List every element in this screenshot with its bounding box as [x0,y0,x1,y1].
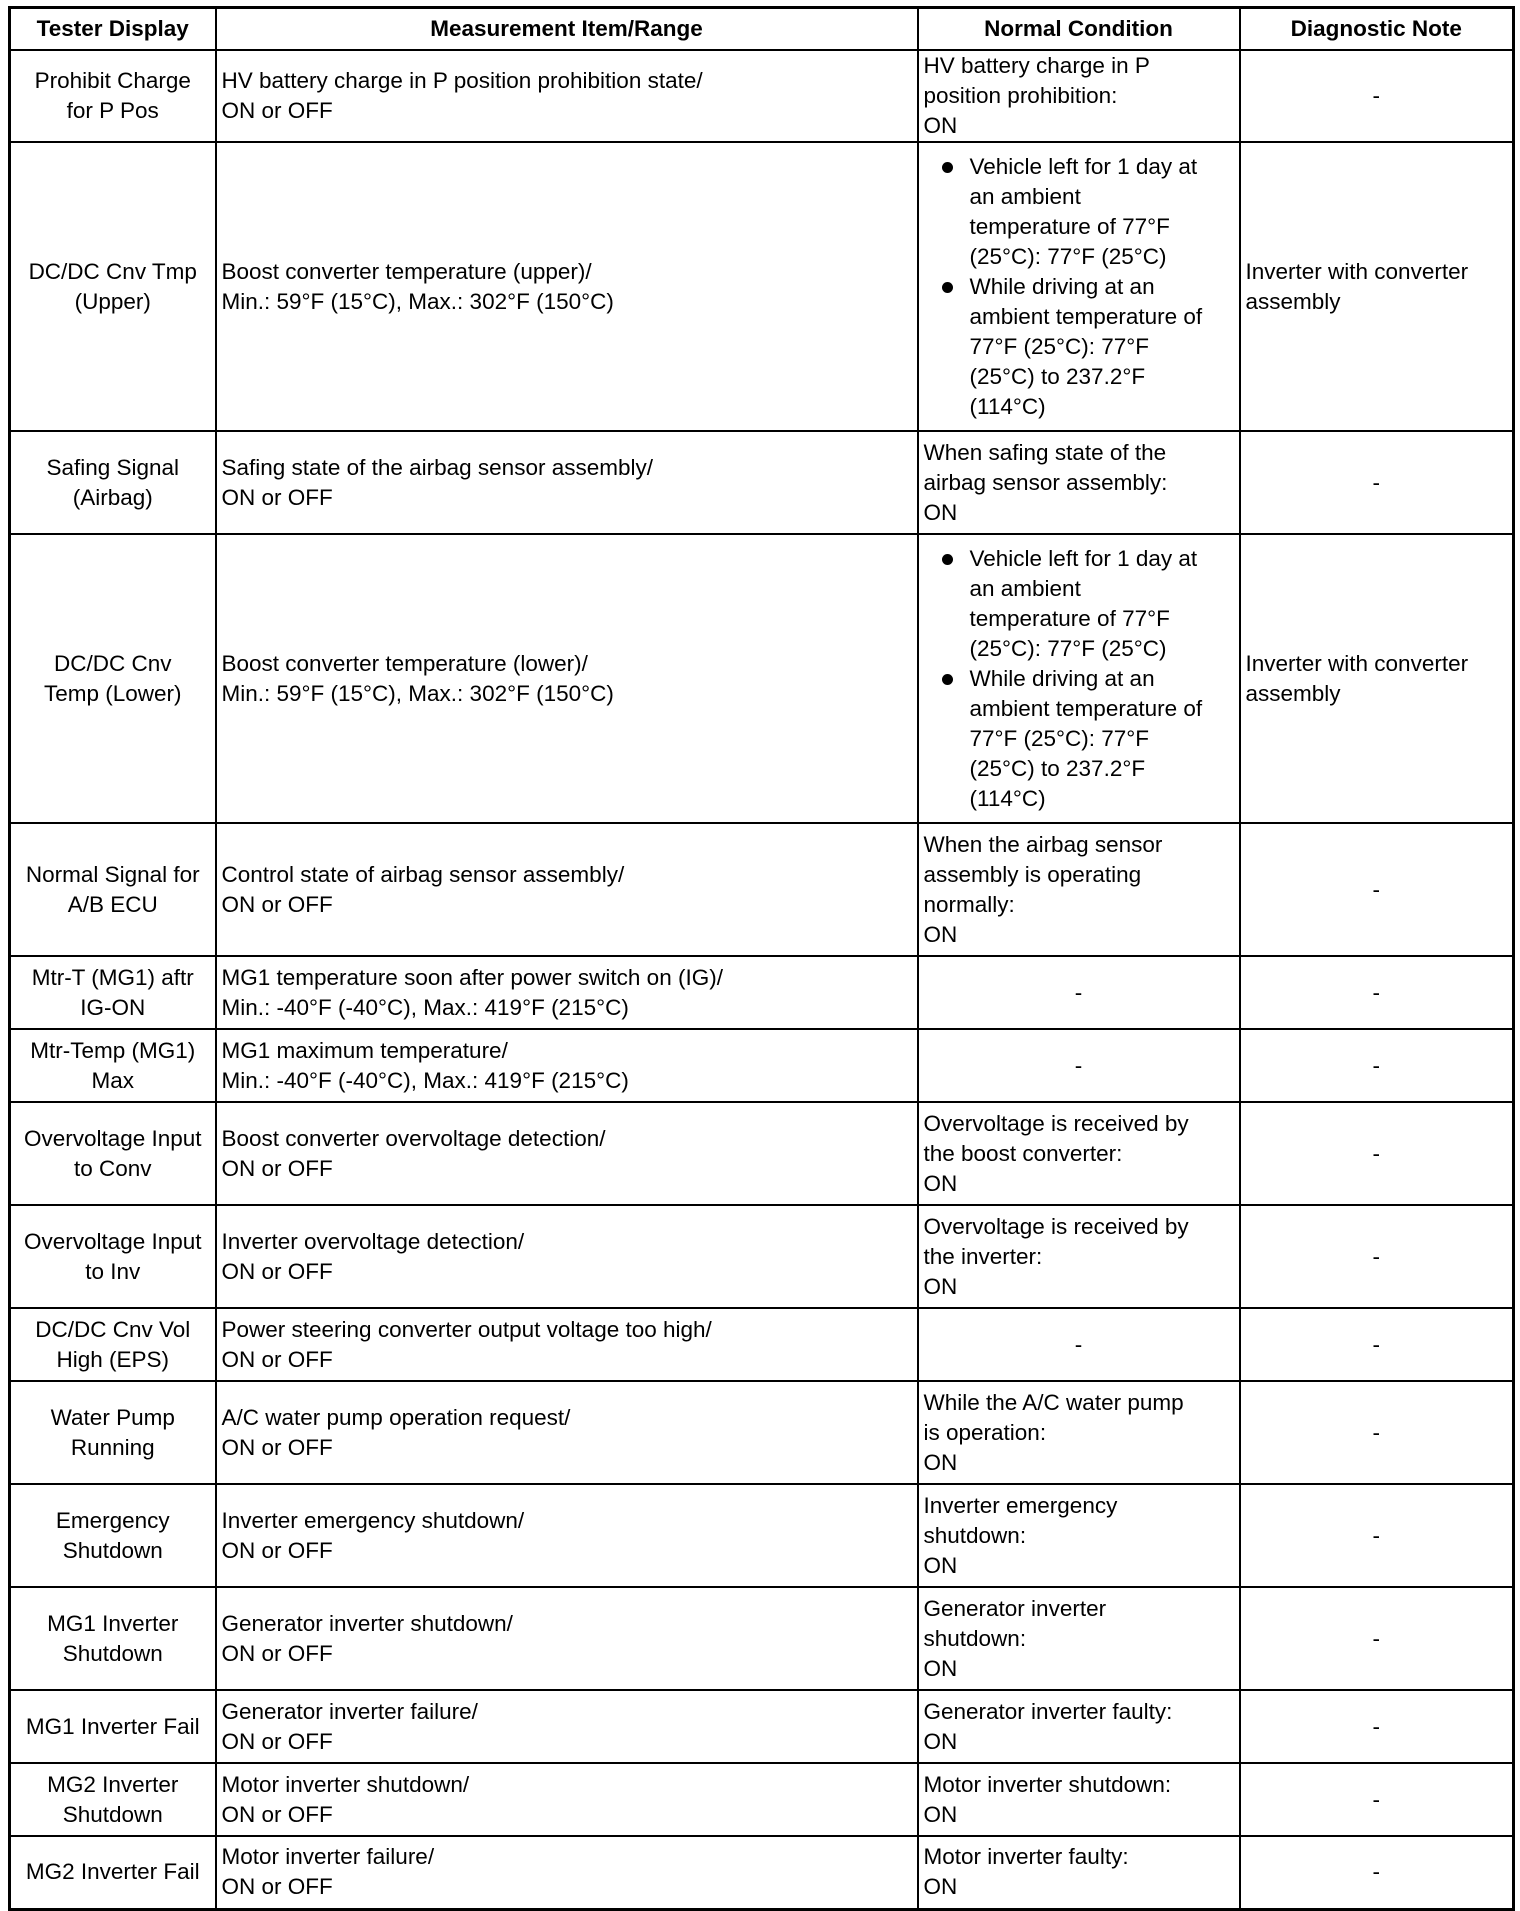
measurement-line: Safing state of the airbag sensor assembly/ [221,454,653,480]
measurement-line: ON or OFF [221,1537,333,1563]
tester-display-line: MG2 Inverter [47,1771,179,1797]
diagnostic-note-line: - [1372,83,1380,108]
tester-display-line: Prohibit Charge [34,68,191,93]
measurement-line: Generator inverter shutdown/ [221,1610,513,1636]
diagnostic-note-cell [1240,1029,1514,1102]
tester-display-line: Mtr-T (MG1) aftr [31,964,194,990]
measurement-cell [216,1308,918,1381]
tester-display-cell [10,431,216,534]
table-body [10,50,1514,1909]
diagnostic-note-cell [1240,956,1514,1029]
measurement-cell [216,823,918,956]
condition-line: When safing state of the [923,439,1167,465]
condition-line: ON [923,1801,958,1827]
diagnostic-note-cell [1240,50,1514,142]
tester-display-cell [10,1836,216,1909]
diagnostic-note-line: - [1372,469,1380,495]
normal-condition-cell [918,823,1240,956]
tester-display-line: Mtr-Temp (MG1) [30,1037,196,1063]
data-list-table [8,6,1515,1911]
condition-line: While the A/C water pump [923,1389,1184,1415]
measurement-line: Motor inverter shutdown/ [221,1771,470,1797]
measurement-line: ON or OFF [221,1874,333,1900]
condition-bullet-item [924,152,1234,272]
condition-bullet-item [924,544,1234,664]
condition-line: ambient temperature of [969,695,1203,721]
condition-line: is operation: [923,1419,1047,1445]
measurement-cell [216,50,918,142]
condition-line: Generator inverter [923,1595,1107,1621]
tester-display-line: Safing Signal [46,454,180,480]
normal-condition-cell [918,1690,1240,1763]
tester-display-cell [10,1587,216,1690]
diagnostic-note-cell [1240,142,1514,431]
condition-line: airbag sensor assembly: [923,469,1168,495]
diagnostic-note-line: - [1372,1419,1380,1445]
condition-line: shutdown: [923,1522,1027,1548]
tester-display-cell [10,1763,216,1836]
condition-line: While driving at an [969,273,1155,299]
condition-line: temperature of 77°F [969,213,1170,239]
tester-display-line: MG1 Inverter Fail [25,1713,200,1739]
table-row [10,1836,1514,1909]
diagnostic-note-line: assembly [1245,680,1341,706]
normal-condition-cell [918,1205,1240,1308]
tester-display-cell [10,50,216,142]
diagnostic-note-line: - [1372,1331,1380,1357]
diagnostic-note-line: - [1372,1859,1380,1885]
tester-display-line: A/B ECU [67,891,158,917]
condition-line: shutdown: [923,1625,1027,1651]
diagnostic-note-line: assembly [1245,288,1341,314]
condition-line: While driving at an [969,665,1155,691]
measurement-line: ON or OFF [221,1640,333,1666]
condition-line: ON [923,1728,958,1754]
tester-display-cell [10,1484,216,1587]
tester-display-line: to Inv [85,1258,141,1284]
condition-line: (114°C) [969,785,1046,811]
tester-display-cell [10,1102,216,1205]
measurement-line: Generator inverter failure/ [221,1698,478,1724]
tester-display-line: Shutdown [62,1537,163,1563]
condition-line: position prohibition: [923,83,1118,108]
condition-line: Generator inverter faulty: [923,1698,1173,1724]
measurement-cell [216,142,918,431]
tester-display-line: Shutdown [62,1801,163,1827]
tester-display-line: Water Pump [50,1404,175,1430]
table-row [10,1205,1514,1308]
condition-line: 77°F (25°C): 77°F [969,725,1150,751]
tester-display-cell [10,142,216,431]
condition-bullet-list [924,152,1234,422]
normal-condition-cell [918,1836,1240,1909]
diagnostic-note-line: - [1372,1625,1380,1651]
diagnostic-note-line: - [1372,1052,1380,1078]
tester-display-cell [10,1381,216,1484]
condition-line: normally: [923,891,1015,917]
tester-display-line: DC/DC Cnv [53,650,172,676]
measurement-line: MG1 temperature soon after power switch on (IG)/ [221,964,723,990]
diagnostic-note-line: - [1372,979,1380,1005]
measurement-line: ON or OFF [221,1728,333,1754]
diagnostic-note-cell [1240,1205,1514,1308]
tester-display-line: High (EPS) [56,1346,170,1372]
diagnostic-note-line: Inverter with converter [1245,258,1469,284]
tester-display-line: (Upper) [74,288,151,314]
normal-condition-cell [918,534,1240,823]
data-list-sheet [8,6,1512,1911]
table-row [10,1763,1514,1836]
table-row [10,1308,1514,1381]
tester-display-line: DC/DC Cnv Tmp [28,258,197,284]
normal-condition-cell [918,142,1240,431]
diagnostic-note-line: - [1372,1140,1380,1166]
normal-condition-cell [918,1308,1240,1381]
condition-line: temperature of 77°F [969,605,1170,631]
measurement-line: Power steering converter output voltage too high/ [221,1316,712,1342]
measurement-line: Boost converter temperature (upper)/ [221,258,592,284]
diagnostic-note-line: Inverter with converter [1245,650,1469,676]
condition-line: - [1074,1331,1083,1357]
measurement-cell [216,1102,918,1205]
table-header-row [10,8,1514,51]
table-row [10,956,1514,1029]
tester-display-line: to Conv [73,1155,152,1181]
condition-line: ON [923,113,958,138]
measurement-line: Motor inverter failure/ [221,1844,435,1870]
tester-display-cell [10,823,216,956]
measurement-line: MG1 maximum temperature/ [221,1037,508,1063]
diagnostic-note-cell [1240,823,1514,956]
condition-bullet-item [924,272,1234,422]
tester-display-line: (Airbag) [72,484,153,510]
tester-display-cell [10,1029,216,1102]
measurement-line: Control state of airbag sensor assembly/ [221,861,625,887]
measurement-line: A/C water pump operation request/ [221,1404,571,1430]
table-row [10,1587,1514,1690]
normal-condition-cell [918,1381,1240,1484]
measurement-cell [216,431,918,534]
condition-line: 77°F (25°C): 77°F [969,333,1150,359]
condition-bullet-list [924,544,1234,814]
condition-line: Overvoltage is received by [923,1213,1189,1239]
diagnostic-note-cell [1240,1690,1514,1763]
diagnostic-note-cell [1240,1484,1514,1587]
measurement-line: ON or OFF [221,1346,333,1372]
condition-bullet-item [924,664,1234,814]
table-row [10,1029,1514,1102]
diagnostic-note-cell [1240,431,1514,534]
measurement-line: Min.: -40°F (-40°C), Max.: 419°F (215°C) [221,994,629,1020]
tester-display-line: Overvoltage Input [23,1228,202,1254]
condition-line: an ambient [969,183,1081,209]
tester-display-line: Normal Signal for [25,861,200,887]
measurement-cell [216,1029,918,1102]
table-row [10,142,1514,431]
condition-line: ON [923,1170,958,1196]
tester-display-line: Max [91,1067,134,1093]
condition-line: ON [923,1552,958,1578]
tester-display-cell [10,1308,216,1381]
measurement-cell [216,534,918,823]
normal-condition-cell [918,956,1240,1029]
condition-line: (25°C): 77°F (25°C) [969,635,1167,661]
measurement-cell [216,1763,918,1836]
tester-display-line: Shutdown [62,1640,163,1666]
header-diagnostic-note: Diagnostic Note [1240,8,1514,51]
diagnostic-note-line: - [1372,1243,1380,1269]
table-row [10,1381,1514,1484]
table-row [10,50,1514,142]
condition-line: ON [923,1449,958,1475]
tester-display-line: DC/DC Cnv Vol [35,1316,191,1342]
measurement-line: Inverter overvoltage detection/ [221,1228,525,1254]
condition-line: (25°C) to 237.2°F [969,363,1146,389]
measurement-line: ON or OFF [221,484,333,510]
condition-line: (25°C) to 237.2°F [969,755,1146,781]
measurement-line: ON or OFF [221,1801,333,1827]
measurement-cell [216,1836,918,1909]
header-measurement-item: Measurement Item/Range [216,8,918,51]
tester-display-line: MG1 Inverter [47,1610,179,1636]
condition-line: (114°C) [969,393,1046,419]
diagnostic-note-cell [1240,1836,1514,1909]
measurement-cell [216,1381,918,1484]
condition-line: ON [923,921,958,947]
diagnostic-note-cell [1240,1308,1514,1381]
tester-display-cell [10,1205,216,1308]
tester-display-line: Overvoltage Input [23,1125,202,1151]
normal-condition-cell [918,50,1240,142]
condition-line: the boost converter: [923,1140,1123,1166]
condition-line: ON [923,1655,958,1681]
measurement-line: ON or OFF [221,891,333,917]
measurement-line: Boost converter temperature (lower)/ [221,650,588,676]
condition-line: - [1074,1052,1083,1078]
measurement-line: Min.: 59°F (15°C), Max.: 302°F (150°C) [221,680,614,706]
header-normal-condition: Normal Condition [918,8,1240,51]
condition-line: When the airbag sensor [923,831,1163,857]
tester-display-line: Emergency [55,1507,170,1533]
diagnostic-note-line: - [1372,876,1380,902]
condition-line: Vehicle left for 1 day at [969,153,1198,179]
condition-line: ambient temperature of [969,303,1203,329]
table-row [10,1102,1514,1205]
condition-line: Vehicle left for 1 day at [969,545,1198,571]
diagnostic-note-cell [1240,1763,1514,1836]
diagnostic-note-cell [1240,534,1514,823]
measurement-cell [216,1587,918,1690]
normal-condition-cell [918,1102,1240,1205]
measurement-cell [216,1484,918,1587]
condition-line: - [1074,979,1083,1005]
table-row [10,823,1514,956]
measurement-line: ON or OFF [221,1434,333,1460]
normal-condition-cell [918,1763,1240,1836]
condition-line: ON [923,499,958,525]
tester-display-cell [10,956,216,1029]
table-row [10,1690,1514,1763]
condition-line: (25°C): 77°F (25°C) [969,243,1167,269]
normal-condition-cell [918,1029,1240,1102]
table-row [10,534,1514,823]
measurement-line: Min.: -40°F (-40°C), Max.: 419°F (215°C) [221,1067,629,1093]
normal-condition-cell [918,1484,1240,1587]
measurement-line: Boost converter overvoltage detection/ [221,1125,606,1151]
table-row [10,431,1514,534]
normal-condition-cell [918,1587,1240,1690]
diagnostic-note-cell [1240,1381,1514,1484]
diagnostic-note-line: - [1372,1522,1380,1548]
measurement-line: Inverter emergency shutdown/ [221,1507,525,1533]
condition-line: HV battery charge in P [923,53,1150,78]
measurement-cell [216,1205,918,1308]
tester-display-line: MG2 Inverter Fail [25,1859,200,1885]
condition-line: ON [923,1874,958,1900]
tester-display-line: Running [70,1434,155,1460]
tester-display-line: for P Pos [66,98,159,123]
measurement-line: HV battery charge in P position prohibition state/ [221,68,703,93]
condition-line: the inverter: [923,1243,1043,1269]
measurement-line: ON or OFF [221,1155,333,1181]
condition-line: an ambient [969,575,1081,601]
table-row [10,1484,1514,1587]
measurement-line: ON or OFF [221,98,333,123]
condition-line: Inverter emergency [923,1492,1118,1518]
tester-display-line: Temp (Lower) [43,680,182,706]
condition-line: assembly is operating [923,861,1142,887]
condition-line: ON [923,1273,958,1299]
condition-line: Motor inverter faulty: [923,1844,1129,1870]
condition-line: Motor inverter shutdown: [923,1771,1172,1797]
measurement-cell [216,1690,918,1763]
diagnostic-note-line: - [1372,1713,1380,1739]
tester-display-cell [10,534,216,823]
diagnostic-note-cell [1240,1587,1514,1690]
header-tester-display: Tester Display [10,8,216,51]
condition-line: Overvoltage is received by [923,1110,1189,1136]
measurement-line: ON or OFF [221,1258,333,1284]
diagnostic-note-line: - [1372,1786,1380,1812]
measurement-line: Min.: 59°F (15°C), Max.: 302°F (150°C) [221,288,614,314]
diagnostic-note-cell [1240,1102,1514,1205]
measurement-cell [216,956,918,1029]
tester-display-line: IG-ON [80,994,146,1020]
tester-display-cell [10,1690,216,1763]
normal-condition-cell [918,431,1240,534]
